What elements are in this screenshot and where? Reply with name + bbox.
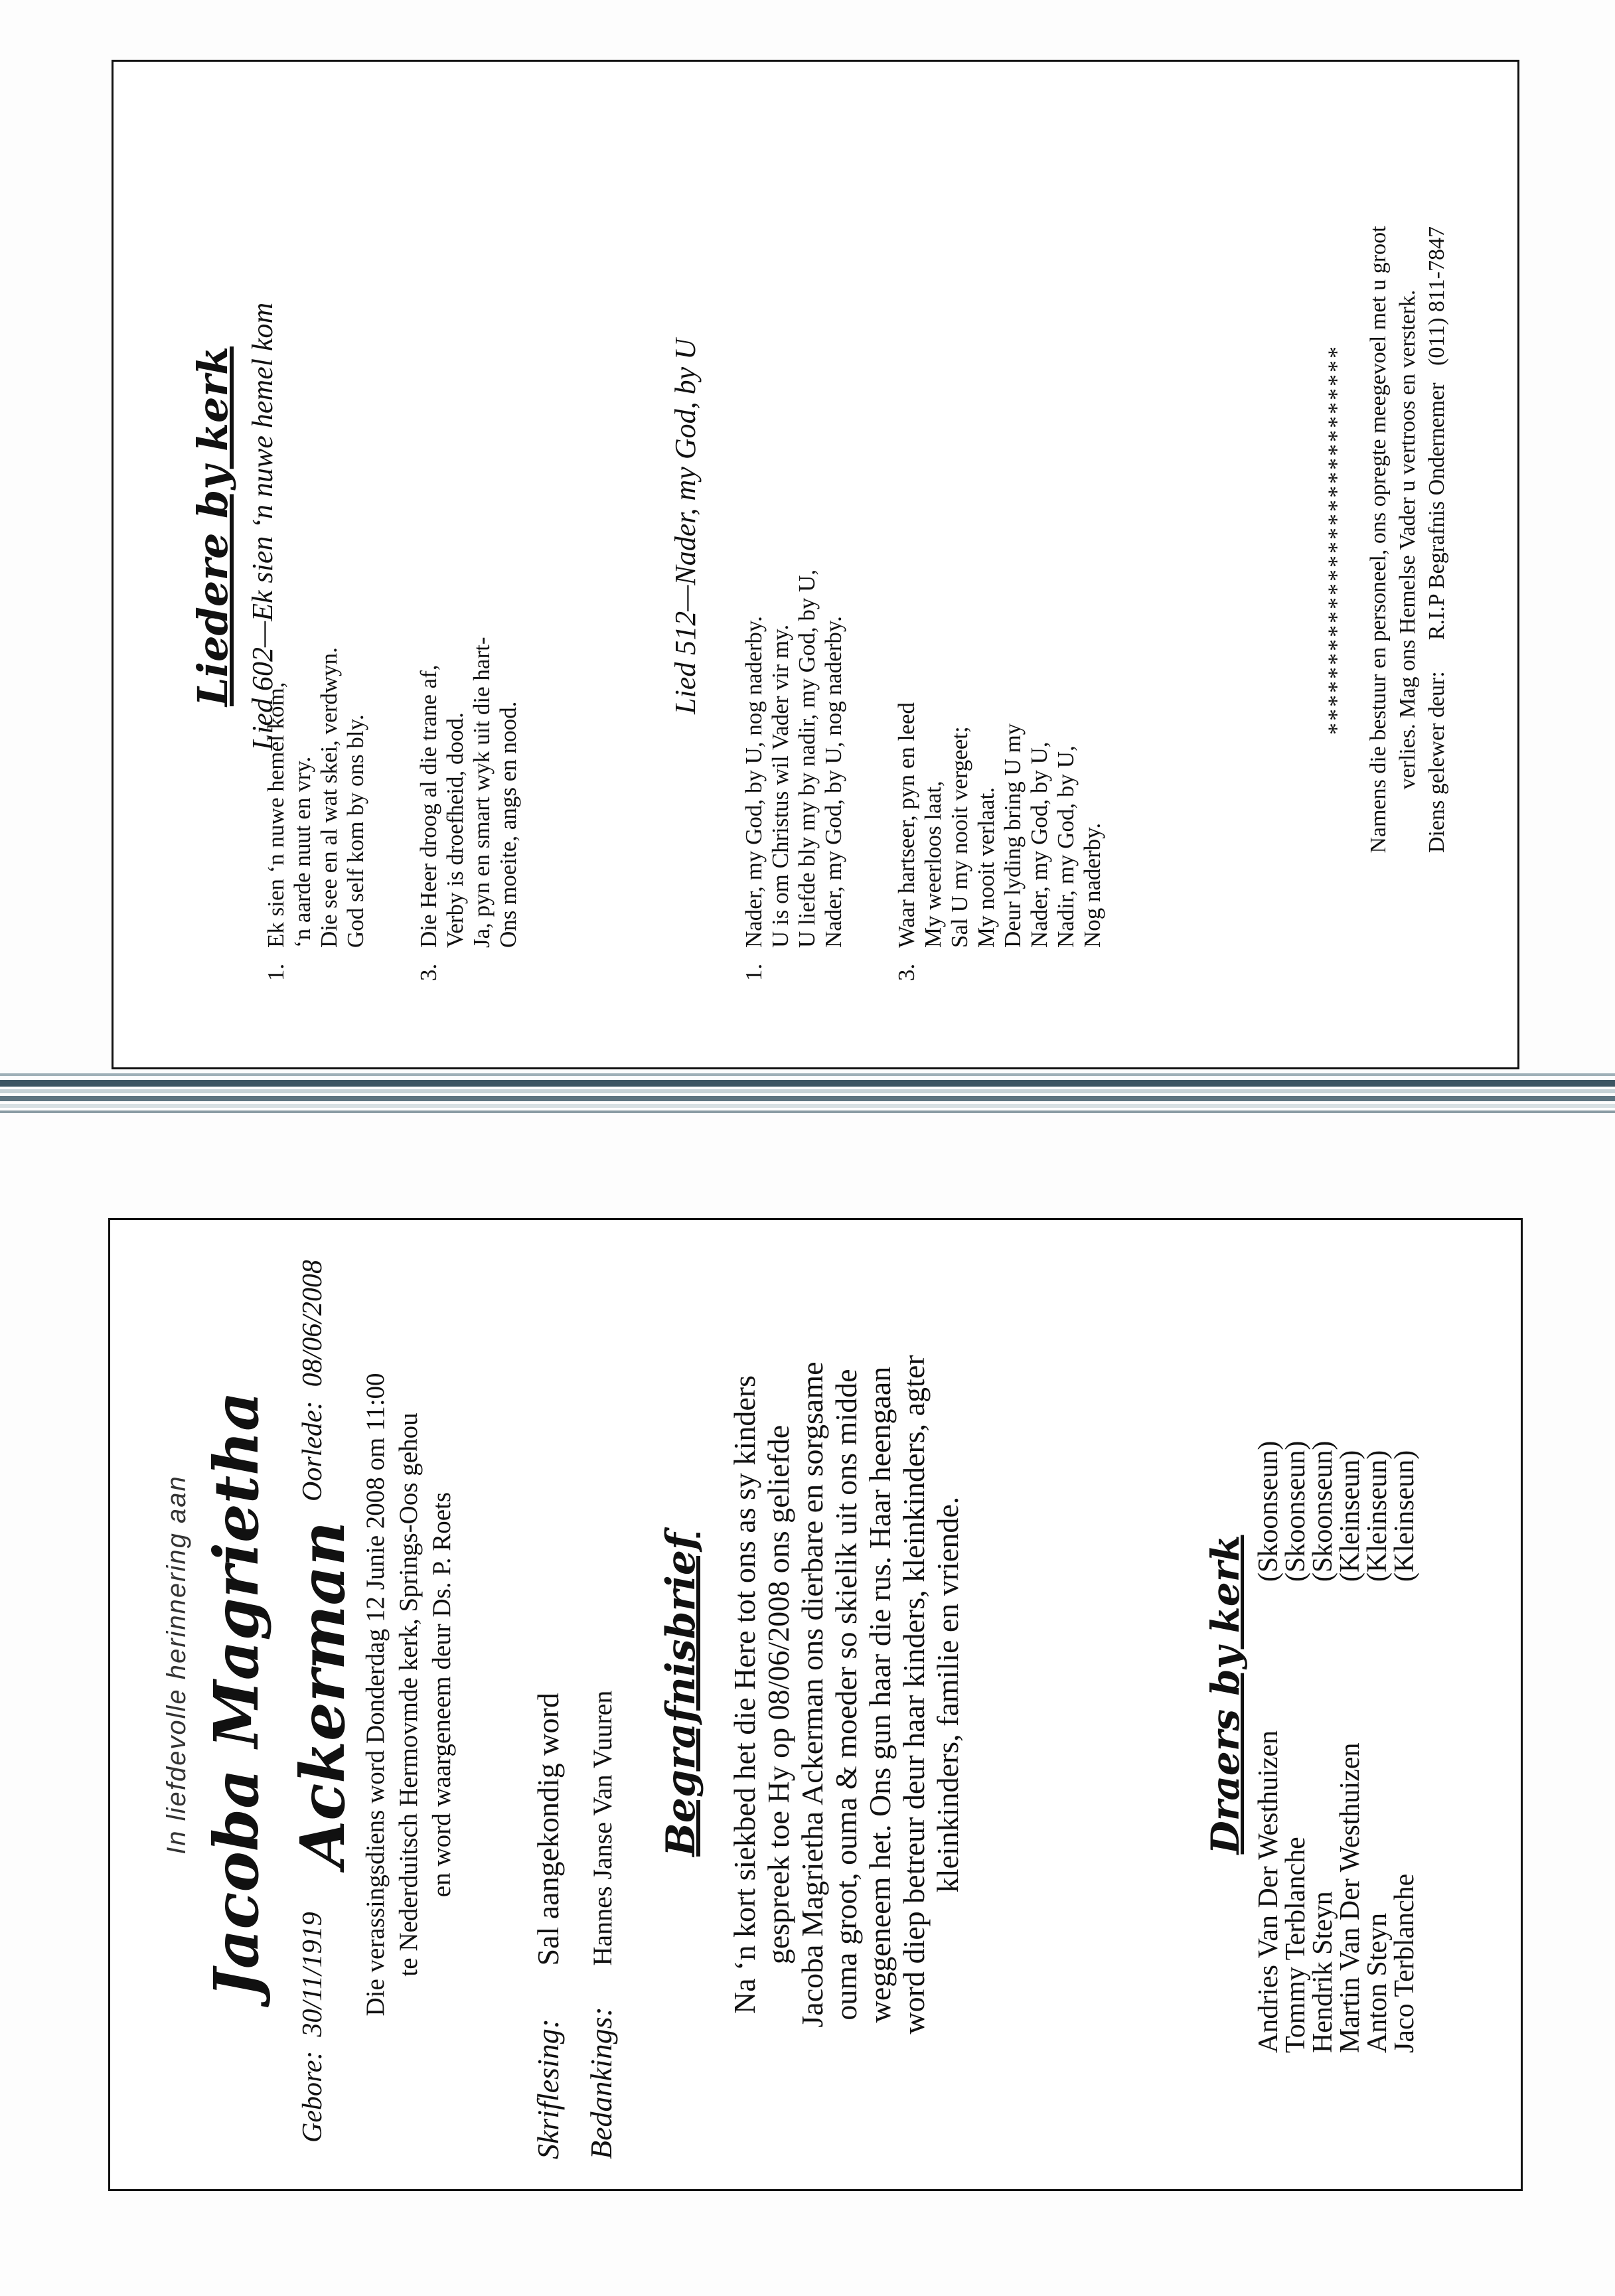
thanks-value: Hannes Janse Van Vuuren <box>587 1690 617 1966</box>
bearer-name: Tommy Terblanche <box>1280 1837 1311 2053</box>
reading-value: Sal aangekondig word <box>531 1693 565 1966</box>
verse-line: Die see en al wat skei, verdwyn. <box>316 647 342 948</box>
verse-line: Waar hartseer, pyn en leed <box>893 702 919 948</box>
songs-heading: Liedere by kerk <box>189 346 237 707</box>
dedication: In liefdevolle herinnering aan <box>162 1475 191 1855</box>
verse-line: Die Heer droog al die trane af, <box>416 664 441 948</box>
song2-verse-3 <box>893 185 1106 981</box>
died-date: 08/06/2008 <box>297 1260 328 1387</box>
thanks-label: Bedankings: <box>584 2007 618 2159</box>
bearer-relation: (Skoonseun) <box>1280 1440 1311 1582</box>
dates-row <box>293 1260 333 2143</box>
died <box>293 1260 333 1501</box>
bearer-name: Jaco Terblanche <box>1389 1873 1420 2053</box>
deceased-name: Jacoba Magrietha Ackerman <box>200 1391 358 1998</box>
died-label: Oorlede: <box>297 1401 328 1501</box>
song1-title: Lied 602—Ek sien ‘n nuwe hemel kom <box>246 302 279 751</box>
verse-line: Deur lyding bring U my <box>1000 723 1026 948</box>
verse-line: Nadir, my God, by U, <box>1053 745 1079 948</box>
verse-line: My weerloos laat, <box>920 781 946 948</box>
service-line: en word waargeneem deur Ds. P. Roets <box>427 1492 456 1898</box>
verse-line: Ons moeite, angs en nood. <box>495 701 521 948</box>
reading-label: Skriflesing: <box>531 2018 565 2159</box>
service-by <box>1423 75 1452 1004</box>
verse-line: ‘n aarde nuut en vry. <box>289 756 315 948</box>
song2-verses <box>741 185 1106 981</box>
closing-line: verlies. Mag ons Hemelse Vader u vertroos en versterk. <box>1395 289 1420 790</box>
memorial-panel <box>108 1218 1523 2191</box>
bearer-relation: (Kleinseun) <box>1389 1450 1420 1582</box>
bearers-list <box>1255 1389 1419 2053</box>
verse-line: Sal U my nooit vergeet; <box>947 726 972 948</box>
verse-line: Ek sien ‘n nuwe hemel kom, <box>263 682 289 948</box>
service-line: Die verassingsdiens word Donderdag 12 Junie 2008 om 11:00 <box>361 1373 390 2017</box>
obituary-line: weggeneem het. Ons gun haar die rus. Haar heengaan <box>863 1366 897 2023</box>
service-details <box>359 1230 459 2159</box>
center-fold-ribbon <box>0 1065 1615 1128</box>
verse-line: Nader, my God, by U, <box>1026 741 1052 948</box>
bearer-name: Martin Van Der Westhuizen <box>1335 1742 1365 2053</box>
obituary-line: ouma groot, ouma & moeder so skielik uit ons midde <box>829 1369 863 2021</box>
bearer-relation: (Skoonseun) <box>1308 1440 1338 1582</box>
obituary-line: Jacoba Magrietha Ackerman ons dierbare en sorgsame <box>795 1361 829 2028</box>
service-by-label: Diens gelewer deur: <box>1424 671 1449 853</box>
bearer-relation: (Skoonseun) <box>1253 1440 1284 1582</box>
obituary-line: gespreek toe Hy op 08/06/2008 ons geliefde <box>761 1424 795 1965</box>
verse-number: 3. <box>416 963 441 981</box>
bearer-name: Anton Steyn <box>1362 1912 1393 2053</box>
born <box>293 1912 333 2143</box>
obituary-text <box>728 1230 964 2159</box>
verse-line: My nooit verlaat. <box>973 787 999 948</box>
verse-line: God self kom by ons bly. <box>343 714 368 948</box>
verse-line: U is om Christus wil Vader vir my. <box>767 624 793 948</box>
bearer-name: Hendrik Steyn <box>1308 1891 1338 2053</box>
closing-line: Namens die bestuur en personeel, ons opregte meegevoel met u groot <box>1366 226 1391 854</box>
song1-verse-1 <box>263 185 369 981</box>
bearer-relation: (Kleinseun) <box>1362 1450 1393 1582</box>
verse-number: 3. <box>893 963 919 981</box>
verse-number: 1. <box>741 963 767 981</box>
star-divider: **************************** <box>1323 344 1349 735</box>
service-line: te Nederduitsch Hermovmde kerk, Springs-Oos gehou <box>394 1413 423 1977</box>
song1-verse-3 <box>416 185 522 981</box>
reading-row <box>528 1429 568 2159</box>
obituary-line: Na ‘n kort siekbed het die Here tot ons as sy kinders <box>728 1375 761 2014</box>
bearer-name: Andries Van Der Westhuizen <box>1253 1730 1284 2053</box>
verse-line: Verby is droefheid, dood. <box>442 712 468 948</box>
service-by-value: R.I.P Begrafnis Ondernemer (011) 811-7847 <box>1424 226 1449 641</box>
songs-panel <box>112 60 1519 1069</box>
obituary-heading: Begrafnisbrief <box>658 1533 704 1857</box>
bearers-heading: Draers by kerk <box>1203 1535 1248 1855</box>
bearer-relation: (Kleinseun) <box>1335 1450 1365 1582</box>
thanks-row <box>581 1429 623 2159</box>
obituary-line: word diep betreur deur haar kinders, kleinkinders, agter <box>897 1355 931 2034</box>
verse-line: Nader, my God, by U, nog naderby. <box>820 616 846 948</box>
verse-number: 1. <box>263 963 289 981</box>
verse-line: U liefde bly my by nadir, my God, by U, <box>794 569 820 948</box>
verse-line: Nader, my God, by U, nog naderby. <box>741 616 767 948</box>
song1-verses <box>263 185 522 981</box>
closing-block <box>1322 75 1452 1004</box>
song2-verse-1 <box>741 185 847 981</box>
song2-title: Lied 512—Nader, my God, by U <box>669 339 702 714</box>
born-date: 30/11/1919 <box>297 1912 328 2037</box>
obituary-line: kleinkinders, familie en vriende. <box>931 1496 964 1893</box>
born-label: Gebore: <box>297 2050 328 2143</box>
verse-line: Ja, pyn en smart wyk uit die hart- <box>469 637 495 948</box>
verse-line: Nog naderby. <box>1079 822 1105 948</box>
